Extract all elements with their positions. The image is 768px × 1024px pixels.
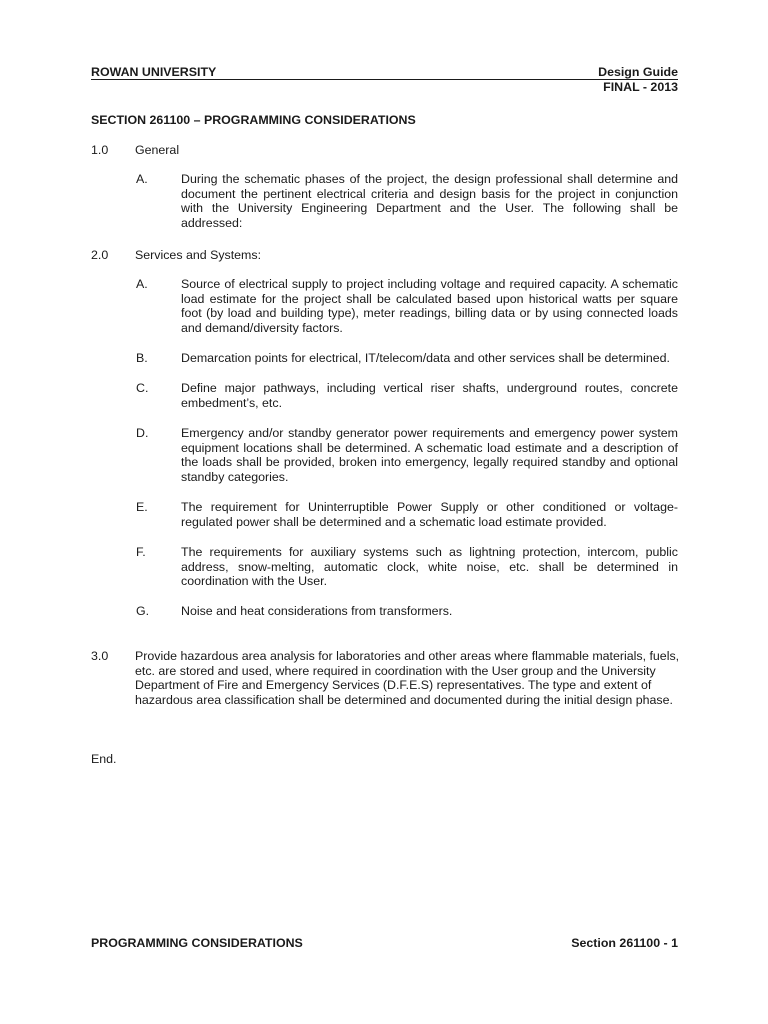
part-2-item-a-text: Source of electrical supply to project including voltage and required capacity. A schematic load estimate for the project shall be calculated based upon historical watts per square foot (by load and building type), meter readings, billing data or by using connected loads and demand/diversity factors. bbox=[181, 277, 678, 336]
part-1-number: 1.0 bbox=[91, 143, 109, 157]
part-2-number: 2.0 bbox=[91, 248, 109, 262]
part-1-label: General bbox=[135, 143, 180, 157]
footer-title: PROGRAMMING CONSIDERATIONS bbox=[91, 936, 303, 950]
part-2-item-g-letter: G. bbox=[136, 604, 150, 618]
part-3-number: 3.0 bbox=[91, 649, 109, 663]
part-2-item-b-letter: B. bbox=[136, 351, 148, 365]
part-2-item-b-text: Demarcation points for electrical, IT/telecom/data and other services shall be determined. bbox=[181, 351, 670, 365]
header-org: ROWAN UNIVERSITY bbox=[91, 65, 217, 79]
end-marker: End. bbox=[91, 752, 117, 766]
part-2-item-g-text: Noise and heat considerations from transformers. bbox=[181, 604, 453, 618]
part-2-item-f-text: The requirements for auxiliary systems such as lightning protection, intercom, public address, snow-melting, automatic clock, white noise, etc. shall be determined in coordination with the User. bbox=[181, 545, 678, 589]
header-rule bbox=[91, 79, 678, 80]
part-2-item-c-letter: C. bbox=[136, 381, 149, 395]
part-1-item-a-letter: A. bbox=[136, 172, 148, 186]
section-title: SECTION 261100 – PROGRAMMING CONSIDERATIONS bbox=[91, 113, 416, 127]
part-2-item-e-letter: E. bbox=[136, 500, 148, 514]
header-version: FINAL - 2013 bbox=[603, 80, 678, 94]
part-2-item-f-letter: F. bbox=[136, 545, 146, 559]
part-2-label: Services and Systems: bbox=[135, 248, 262, 262]
part-2-item-d-text: Emergency and/or standby generator power requirements and emergency power system equipment locations shall be determined. A schematic load estimate and a description of the loads shall be provided, broken into emergency, legally required standby and optional standby categories. bbox=[181, 426, 678, 485]
part-3-text: Provide hazardous area analysis for laboratories and other areas where flammable materials, fuels, etc. are stored and used, where required in coordination with the User group and the University Department of Fire and Emergency Services (D.F.E.S) representatives. The type and extent of hazardous area classification shall be determined and documented during the initial design phase. bbox=[135, 649, 680, 708]
part-2-item-e-text: The requirement for Uninterruptible Power Supply or other conditioned or voltage-regulated power shall be determined and a schematic load estimate provided. bbox=[181, 500, 678, 529]
header-doc-type: Design Guide bbox=[598, 65, 678, 79]
part-2-item-d-letter: D. bbox=[136, 426, 149, 440]
part-1-item-a-text: During the schematic phases of the project, the design professional shall determine and document the pertinent electrical criteria and design basis for the project in conjunction with the University Engineering Department and the User. The following shall be addressed: bbox=[181, 172, 678, 231]
part-2-item-a-letter: A. bbox=[136, 277, 148, 291]
part-2-item-c-text: Define major pathways, including vertical riser shafts, underground routes, concrete embedment’s, etc. bbox=[181, 381, 678, 410]
footer-page-number: Section 261100 - 1 bbox=[571, 936, 678, 950]
